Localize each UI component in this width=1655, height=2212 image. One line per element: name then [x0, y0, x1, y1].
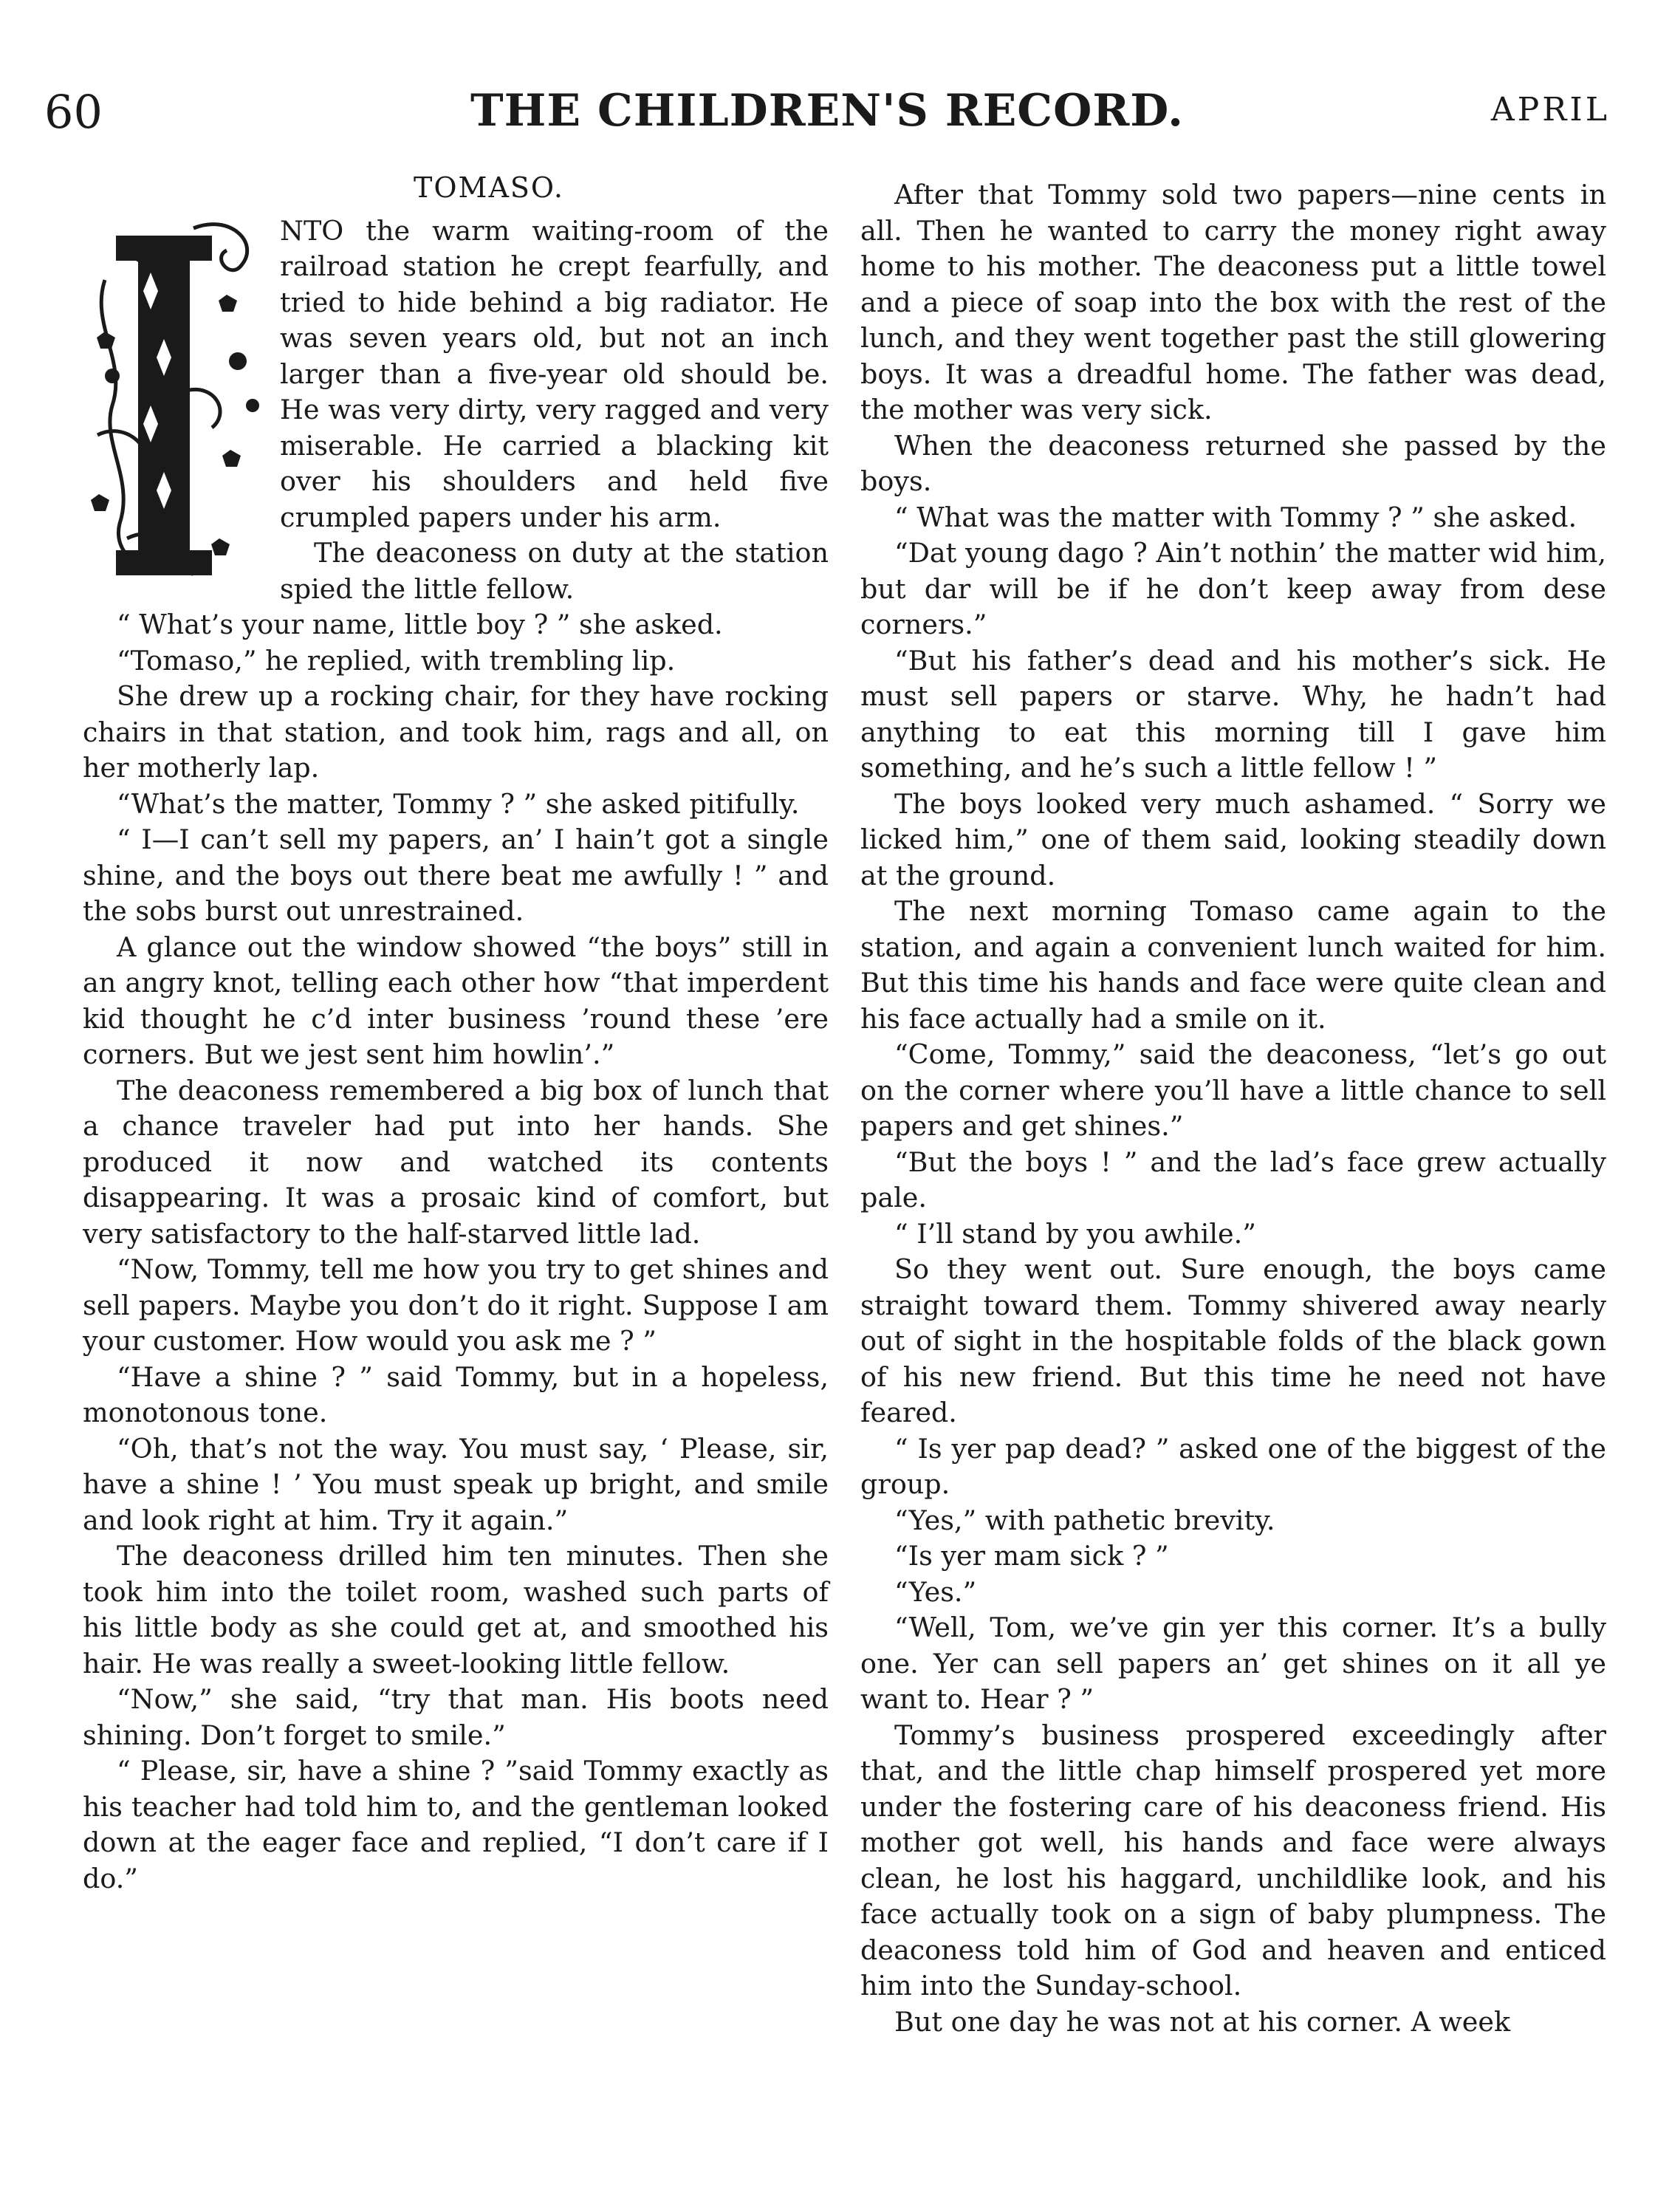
page-number: 60: [44, 85, 103, 139]
paragraph: “Tomaso,” he replied, with trembling lip.: [117, 644, 676, 677]
drop-cap-ornament-icon: [83, 213, 271, 589]
paragraph: “ What’s your name, little boy ? ” she asked.: [117, 609, 723, 640]
paragraph: But one day he was not at his corner. A week: [894, 2005, 1511, 2038]
paragraph: “What’s the matter, Tommy ? ” she asked pitifully.: [117, 787, 800, 820]
paragraph: “Well, Tom, we’ve gin yer this corner. It’s a bully one. Yer can sell papers an’ get shines on it all ye want to. Hear ? ”: [860, 1612, 1606, 1715]
paragraph: “ I—I can’t sell my papers, an’ I hain’t got a single shine, and the boys out there beat me awfully ! ” and the sobs burst out unrestrained.: [83, 823, 829, 927]
issue-month: APRIL: [1490, 91, 1610, 129]
paragraph: “Have a shine ? ” said Tommy, but in a hopeless, monotonous tone.: [83, 1360, 829, 1428]
paragraph: Tommy’s business prospered exceedingly after that, and the little chap himself prospered yet more under the fostering care of his deaconess friend. His mother got well, his hands and face were always clean, he lost his haggard, unchildlike look, and his face actually took on a sign of baby plumpness. The deaconess told him of God and heaven and enticed him into the Sunday-school.: [860, 1719, 1606, 2002]
running-title: THE CHILDREN'S RECORD.: [470, 85, 1184, 137]
paragraph: “Oh, that’s not the way. You must say, ‘ Please, sir, have a shine ! ’ You must speak up bright, and smile and look right at him. Try it again.”: [83, 1432, 829, 1536]
paragraph: “Now,” she said, “try that man. His boots need shining. Don’t forget to smile.”: [83, 1683, 829, 1751]
paragraph: The next morning Tomaso came again to the station, and again a convenient lunch waited for him. But this time his hands and face were quite clean and his face actually had a smile on it.: [860, 895, 1606, 1035]
page-header: [44, 85, 1610, 151]
paragraph: So they went out. Sure enough, the boys came straight toward them. Tommy shivered away nearly out of sight in the hospitable folds of the black gown of his new friend. But this time he need not have feared.: [860, 1253, 1606, 1428]
paragraph: “But his father’s dead and his mother’s sick. He must sell papers or starve. Why, he hadn’t had anything to eat this morning till I gave him something, and he’s such a little fellow ! ”: [860, 644, 1606, 784]
paragraph: “ I’ll stand by you awhile.”: [894, 1217, 1256, 1250]
paragraph: The deaconess drilled him ten minutes. Then she took him into the toilet room, washed such parts of his little body as she could get at, and smoothed his hair. He was really a sweet-looking little fellow.: [83, 1540, 829, 1679]
paragraph: “But the boys ! ” and the lad’s face grew actually pale.: [860, 1146, 1606, 1213]
paragraph: “ Is yer pap dead? ” asked one of the biggest of the group.: [860, 1432, 1606, 1500]
paragraph: “Yes,” with pathetic brevity.: [894, 1504, 1275, 1536]
paragraph: The deaconess on duty at the station spied the little fellow.: [280, 537, 829, 605]
right-column: [860, 177, 1606, 2040]
paragraph: “Now, Tommy, tell me how you try to get shines and sell papers. Maybe you don’t do it right. Suppose I am your customer. How would you ask me ? ”: [83, 1253, 829, 1357]
paragraph: “ What was the matter with Tommy ? ” she asked.: [894, 501, 1577, 533]
paragraph: A glance out the window showed “the boys” still in an angry knot, telling each other how “that imperdent kid thought he c’d inter business ’round these ’ere corners. But we jest sent him howlin’.”: [83, 931, 829, 1070]
paragraph: “Is yer mam sick ? ”: [894, 1540, 1169, 1572]
paragraph: NTO the warm waiting-room of the railroad station he crept fearfully, and tried to hide behind a big radiator. He was seven years old, but not an inch larger than a five-year old should be. He was very dirty, very ragged and very miserable. He carried a blacking kit over his shoulders and held five crumpled papers under his arm.: [280, 214, 829, 533]
paragraph: The deaconess remembered a big box of lunch that a chance traveler had put into her hands. She produced it now and watched its contents disappearing. It was a prosaic kind of comfort, but very satisfactory to the half-starved little lad.: [83, 1074, 829, 1250]
paragraph: “Yes.”: [894, 1575, 977, 1608]
paragraph: The boys looked very much ashamed. “ Sorry we licked him,” one of them said, looking steadily down at the ground.: [860, 787, 1606, 891]
paragraph: When the deaconess returned she passed by the boys.: [860, 429, 1606, 497]
paragraph: “Dat young dago ? Ain’t nothin’ the matter wid him, but dar will be if he don’t keep away from dese corners.”: [860, 537, 1606, 640]
paragraph: “ Please, sir, have a shine ? ”said Tommy exactly as his teacher had told him to, and the gentleman looked down at the eager face and replied, “I don’t care if I do.”: [83, 1755, 829, 1894]
paragraph: After that Tommy sold two papers—nine cents in all. Then he wanted to carry the money right away home to his mother. The deaconess put a little towel and a piece of soap into the box with the rest of the lunch, and they went together past the still glowering boys. It was a dreadful home. The father was dead, the mother was very sick.: [860, 179, 1606, 425]
article-title: TOMASO.: [414, 171, 564, 204]
left-column: [83, 170, 829, 1897]
paragraph: “Come, Tommy,” said the deaconess, “let’s go out on the corner where you’ll have a little chance to sell papers and get shines.”: [860, 1038, 1606, 1142]
paragraph: She drew up a rocking chair, for they have rocking chairs in that station, and took him, rags and all, on her motherly lap.: [83, 680, 829, 784]
